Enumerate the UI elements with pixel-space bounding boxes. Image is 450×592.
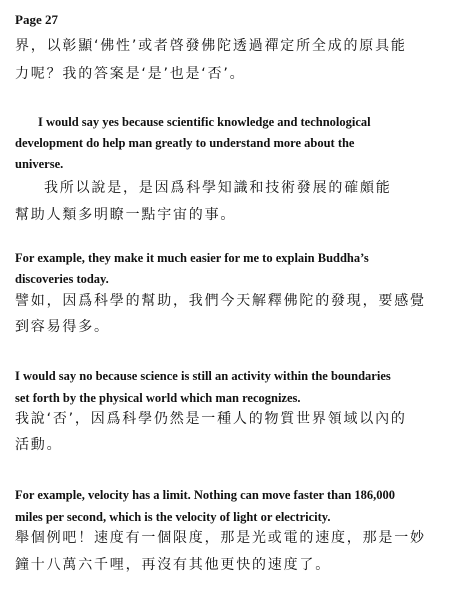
text-line-zh-6: 到容易得多。 (15, 319, 110, 335)
text-line-zh-9: 舉個例吧！速度有一個限度，那是光或電的速度，那是一妙 (15, 530, 426, 546)
text-line-zh-8: 活動。 (15, 437, 63, 453)
text-line-en-6: I would say no because science is still an activity within the boundaries (15, 369, 391, 383)
page-number: Page 27 (15, 12, 58, 27)
text-line-en-7: set forth by the physical world which man recognizes. (15, 391, 301, 405)
text-line-zh-1: 界，以彰顯‘佛性’或者啓發佛陀透過禪定所全成的原具能 (15, 38, 407, 54)
text-line-zh-3: 我所以說是，是因爲科學知識和技術發展的確頗能 (44, 180, 392, 196)
text-line-en-3: universe. (15, 157, 64, 171)
text-line-en-1: I would say yes because scientific knowledge and technological (38, 115, 371, 129)
text-line-zh-5: 譬如，因爲科學的幫助，我們今天解釋佛陀的發現，要感覺 (15, 293, 426, 309)
text-line-zh-2: 力呢？我的答案是‘是’也是‘否’。 (15, 66, 246, 82)
text-line-en-5: discoveries today. (15, 272, 109, 286)
text-line-en-8: For example, velocity has a limit. Nothing can move faster than 186,000 (15, 488, 396, 502)
text-line-en-2: development do help man greatly to understand more about the (15, 136, 355, 150)
text-line-en-4: For example, they make it much easier for me to explain Buddha’s (15, 251, 369, 265)
text-line-zh-7: 我說‘否’，因爲科學仍然是一種人的物質世界領域以內的 (15, 411, 407, 427)
text-line-zh-4: 幫助人類多明瞭一點宇宙的事。 (15, 207, 237, 223)
text-line-zh-10: 鐘十八萬六千哩，再沒有其他更快的速度了。 (15, 557, 331, 573)
text-line-en-9: miles per second, which is the velocity of light or electricity. (15, 510, 331, 524)
